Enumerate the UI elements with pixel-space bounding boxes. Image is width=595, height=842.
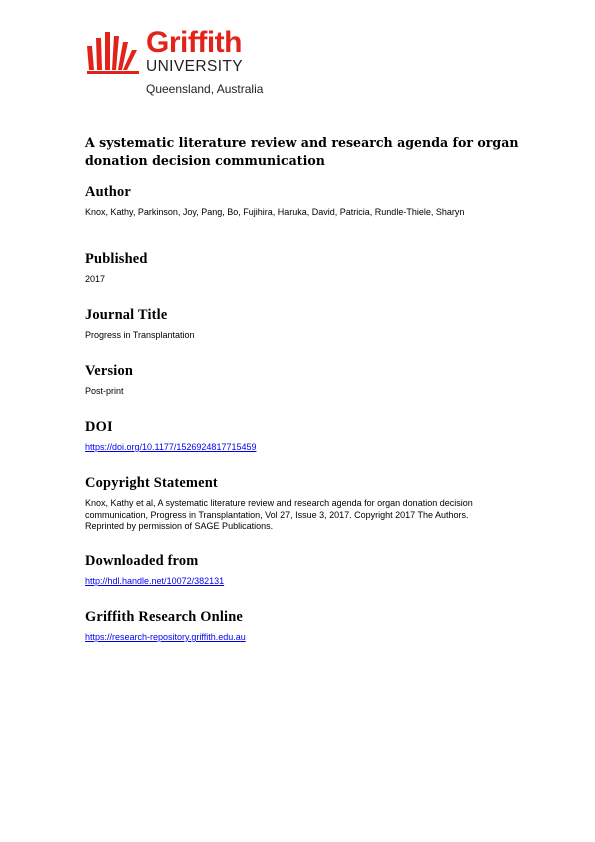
copyright-value: Knox, Kathy et al, A systematic literature review and research agenda for organ donation decision communication, Progress in Transplantation, Vol 27, Issue 3, 2017. Copyright 2017 The Authors. Reprinted by permission of SAGE Publications. bbox=[85, 498, 473, 531]
doi-link[interactable]: https://doi.org/10.1177/1526924817715459 bbox=[85, 442, 257, 452]
author-value: Knox, Kathy, Parkinson, Joy, Pang, Bo, Fujihira, Haruka, David, Patricia, Rundle-Thiele, Sharyn bbox=[85, 207, 465, 217]
doi-heading: DOI bbox=[85, 419, 113, 435]
journal-section bbox=[85, 307, 505, 342]
downloaded-heading: Downloaded from bbox=[85, 553, 199, 569]
copyright-section bbox=[85, 475, 505, 533]
version-value: Post-print bbox=[85, 386, 124, 396]
document-title: A systematic literature review and research agenda for organ donation decision communication bbox=[85, 135, 519, 168]
logo-name: Griffith bbox=[146, 26, 242, 59]
version-section bbox=[85, 363, 505, 398]
logo-university: UNIVERSITY bbox=[146, 58, 244, 75]
logo-location: Queensland, Australia bbox=[146, 82, 264, 96]
research-online-section bbox=[85, 609, 505, 644]
griffith-logo bbox=[85, 28, 265, 98]
handle-link[interactable]: http://hdl.handle.net/10072/382131 bbox=[85, 576, 225, 586]
downloaded-section bbox=[85, 553, 505, 588]
journal-value: Progress in Transplantation bbox=[85, 330, 195, 340]
author-section bbox=[85, 184, 505, 219]
version-heading: Version bbox=[85, 363, 134, 379]
published-section bbox=[85, 251, 505, 286]
griffith-flame-icon bbox=[85, 30, 143, 74]
repository-link[interactable]: https://research-repository.griffith.edu.au bbox=[85, 632, 246, 642]
copyright-heading: Copyright Statement bbox=[85, 475, 218, 491]
research-online-heading: Griffith Research Online bbox=[85, 609, 244, 625]
author-heading: Author bbox=[85, 184, 131, 200]
published-heading: Published bbox=[85, 251, 148, 267]
published-value: 2017 bbox=[85, 274, 106, 284]
journal-heading: Journal Title bbox=[85, 307, 168, 323]
doi-section bbox=[85, 419, 505, 454]
